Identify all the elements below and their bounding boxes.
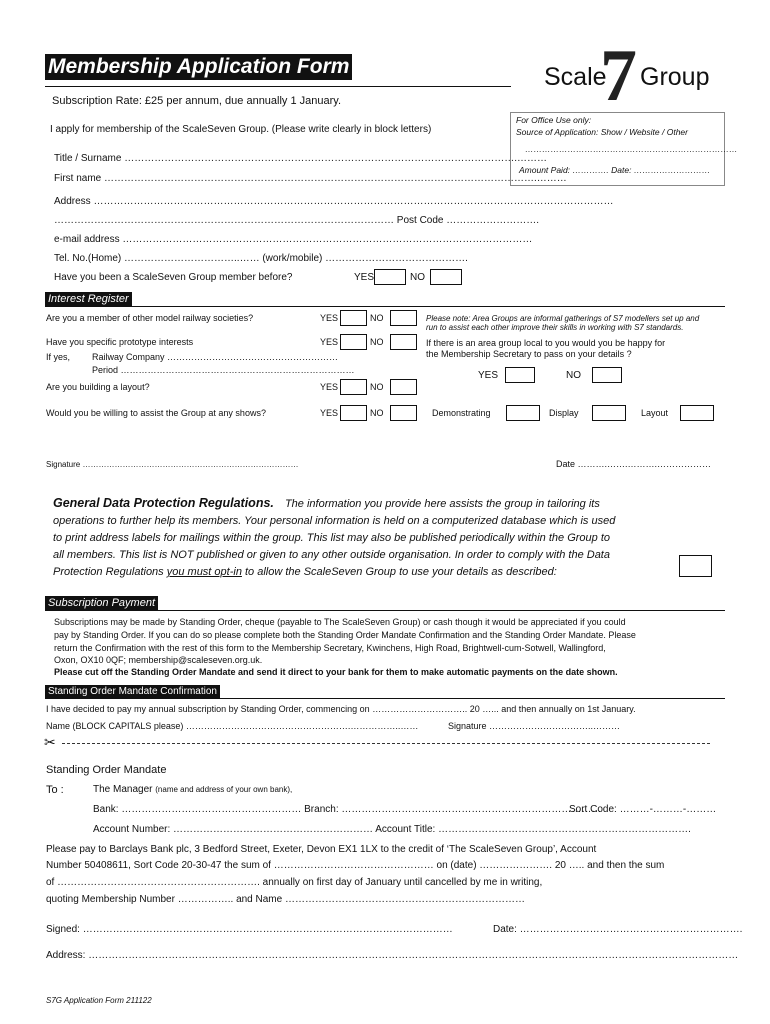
gdpr-line-1 <box>53 495 600 513</box>
layout-yes-label: YES <box>320 382 339 392</box>
pay-instruction-1: Please pay to Barclays Bank plc, 3 Bedford Street, Exeter, Devon EX1 1LX to the credit of ‘The ScaleSeven Group’, Account <box>46 844 597 855</box>
interest-register-heading: Interest Register <box>45 292 132 306</box>
interest-register-rule <box>45 306 725 307</box>
demonstrating-label: Demonstrating <box>432 408 491 418</box>
assist-no-box[interactable] <box>390 405 417 421</box>
layout-yes-box[interactable] <box>340 379 367 395</box>
telephone-field[interactable]: Tel. No.(Home) ……………………………..…… (work/mobile) ……………………………………. <box>54 253 468 264</box>
subscription-rate: Subscription Rate: £25 per annum, due annually 1 January. <box>52 95 342 107</box>
bank-branch-field[interactable]: Bank: ……………………………………………… Branch: …………………………………………………………………… <box>93 804 602 815</box>
postcode-field[interactable]: ………………………………………………………………………………………… Post Code ………………………. <box>54 215 540 226</box>
gdpr-opt-in: you must opt-in <box>166 566 242 578</box>
payment-paragraph-4: Oxon, OX10 0QF; membership@scaleseven.org.uk. <box>54 655 263 665</box>
layout-no-label: NO <box>370 382 384 392</box>
confirmation-signature-field[interactable]: Signature ……………………………..……… <box>448 721 621 731</box>
mandate-manager <box>93 784 292 795</box>
title-surname-field[interactable]: Title / Surname ……………………………………………………………………………………………………….……… <box>54 153 547 164</box>
signature-field[interactable]: Signature ……………………………………………………………………… <box>46 460 299 469</box>
gdpr-opt-in-box[interactable] <box>679 555 712 577</box>
previous-member-no-label: NO <box>410 272 425 283</box>
subscription-payment-heading: Subscription Payment <box>45 596 158 610</box>
prototype-question: Have you specific prototype interests <box>46 337 194 347</box>
pay-instruction-2: Number 50408611, Sort Code 20-30-47 the sum of ………………………………………… on (date) …………………. 20 ….. and then the sum <box>46 860 665 871</box>
payment-paragraph-1: Subscriptions may be made by Standing Order, cheque (payable to The ScaleSeven Group) or cash though it would be appreciated if you could <box>54 617 626 627</box>
office-blank-line: ………………………………………………………………… <box>525 144 738 154</box>
confirmation-name-field[interactable]: Name (BLOCK CAPITALS please) ……………………………………………….……………..…… <box>46 721 419 731</box>
office-use-heading: For Office Use only: <box>516 115 592 125</box>
apply-statement: I apply for membership of the ScaleSeven Group. (Please write clearly in block letters) <box>50 124 432 135</box>
display-box[interactable] <box>592 405 626 421</box>
payment-paragraph-3: return the Confirmation with the rest of this form to the Membership Secretary, Kwinchens, High Road, Brightwell-cum-Sotwell, Wallingford, <box>54 643 606 653</box>
amount-paid: Amount Paid: …………. Date: ……………………… <box>519 165 711 175</box>
other-societies-no-box[interactable] <box>390 310 417 326</box>
prototype-no-box[interactable] <box>390 334 417 350</box>
if-yes-label: If yes, <box>46 352 71 362</box>
page-title: Membership Application Form <box>45 54 352 80</box>
title-underline <box>45 86 511 87</box>
scale7-group-logo: Scale 7 Group <box>544 35 710 117</box>
manager-note: (name and address of your own bank), <box>155 785 293 794</box>
assist-yes-box[interactable] <box>340 405 367 421</box>
first-name-field[interactable]: First name ………………………………………………………………………………………………………………….……… <box>54 173 567 184</box>
address-field[interactable]: Address ………………………………………………………………………………………………………………………………………… <box>54 196 614 207</box>
layout-box[interactable] <box>680 405 714 421</box>
payment-instruction: Please cut off the Standing Order Mandate and send it direct to your bank for them to make automatic payments on the date shown. <box>54 667 618 677</box>
layout-no-box[interactable] <box>390 379 417 395</box>
pay-instruction-3: of ……………………………………………………. annually on first day of January until cancelled by me in writing, <box>46 877 543 888</box>
gdpr-line-5-end: to allow the ScaleSeven Group to use your details as described: <box>241 566 557 578</box>
pay-instruction-4: quoting Membership Number …………….. and Name ……………………………………………………………… <box>46 894 525 905</box>
previous-member-yes-box[interactable] <box>374 269 406 285</box>
cut-line <box>62 743 710 744</box>
gdpr-line-2: operations to further help its members. Your personal information is held on a computerized database which is used <box>53 515 616 527</box>
email-field[interactable]: e-mail address …………………………………………………………………………………………………………… <box>54 234 533 245</box>
area-group-note-1: Please note: Area Groups are informal gatherings of S7 modellers set up and <box>426 314 700 323</box>
form-footer: S7G Application Form 211122 <box>46 996 152 1005</box>
area-group-no-label: NO <box>566 370 581 381</box>
gdpr-line-4: all members. This list is NOT published or given to any other outside organisation. In order to comply with the Data <box>53 549 610 561</box>
display-label: Display <box>549 408 579 418</box>
other-societies-yes-box[interactable] <box>340 310 367 326</box>
confirmation-statement: I have decided to pay my annual subscription by Standing Order, commencing on ………………………….. 20 …... and then annually on 1st January. <box>46 704 636 714</box>
source-of-application: Source of Application: Show / Website / Other <box>516 127 688 137</box>
other-societies-no-label: NO <box>370 313 384 323</box>
previous-member-question: Have you been a ScaleSeven Group member before? <box>54 272 293 283</box>
prototype-yes-box[interactable] <box>340 334 367 350</box>
period-field[interactable]: Period …………………………………………………………………… <box>92 365 355 375</box>
date-field[interactable]: Date ……….…….……….……………… <box>556 459 712 469</box>
gdpr-line-5-start: Protection Regulations <box>53 566 167 578</box>
other-societies-yes-label: YES <box>320 313 339 323</box>
mandate-to-label: To : <box>46 784 64 796</box>
area-group-yes-box[interactable] <box>505 367 535 383</box>
assist-shows-question: Would you be willing to assist the Group at any shows? <box>46 408 266 418</box>
area-group-question-2: the Membership Secretary to pass on your details ? <box>426 349 632 359</box>
other-societies-question: Are you a member of other model railway societies? <box>46 313 254 323</box>
layout-label: Layout <box>641 408 669 418</box>
mandate-address-field[interactable]: Address: …………………………………………………………………………………………………………………………………………………………………………… <box>46 950 739 961</box>
area-group-no-box[interactable] <box>592 367 622 383</box>
previous-member-no-box[interactable] <box>430 269 462 285</box>
subscription-payment-rule <box>45 610 725 611</box>
mandate-date-field[interactable]: Date: …………………………………………………………. <box>493 924 743 935</box>
layout-question: Are you building a layout? <box>46 382 150 392</box>
scissors-icon: ✂ <box>44 734 56 750</box>
prototype-yes-label: YES <box>320 337 339 347</box>
railway-company-field[interactable]: Railway Company ………………………………………………… <box>92 352 339 362</box>
demonstrating-box[interactable] <box>506 405 540 421</box>
gdpr-heading: General Data Protection Regulations. <box>53 496 274 510</box>
mandate-heading: Standing Order Mandate <box>46 764 167 776</box>
area-group-note-2: run to assist each other improve their skills in working with S7 standards. <box>426 323 684 332</box>
gdpr-line-5 <box>53 564 557 581</box>
payment-paragraph-2: pay by Standing Order. If you can do so please complete both the Standing Order Mandate Confirmation and the Standing Order Mandate. Please <box>54 630 636 640</box>
assist-yes-label: YES <box>320 408 339 418</box>
prototype-no-label: NO <box>370 337 384 347</box>
confirmation-rule <box>45 698 725 699</box>
sort-code-field[interactable]: Sort Code: ………-………-……… <box>569 804 717 815</box>
manager-label: The Manager <box>93 784 153 795</box>
signed-field[interactable]: Signed: ………………………………………………………………………………………………… <box>46 924 453 935</box>
confirmation-heading: Standing Order Mandate Confirmation <box>45 685 220 699</box>
gdpr-intro: The information you provide here assists the group in tailoring its <box>284 498 600 510</box>
gdpr-line-3: to print address labels for mailings within the group. This list may also be published periodically within the Group to <box>53 532 611 544</box>
area-group-question-1: If there is an area group local to you would you be happy for <box>426 338 666 348</box>
account-number-field[interactable]: Account Number: …………………………………………………… Account Title: …………………………………………………………………. <box>93 824 691 835</box>
previous-member-yes-label: YES <box>354 272 375 283</box>
assist-no-label: NO <box>370 408 384 418</box>
area-group-yes-label: YES <box>478 370 499 381</box>
